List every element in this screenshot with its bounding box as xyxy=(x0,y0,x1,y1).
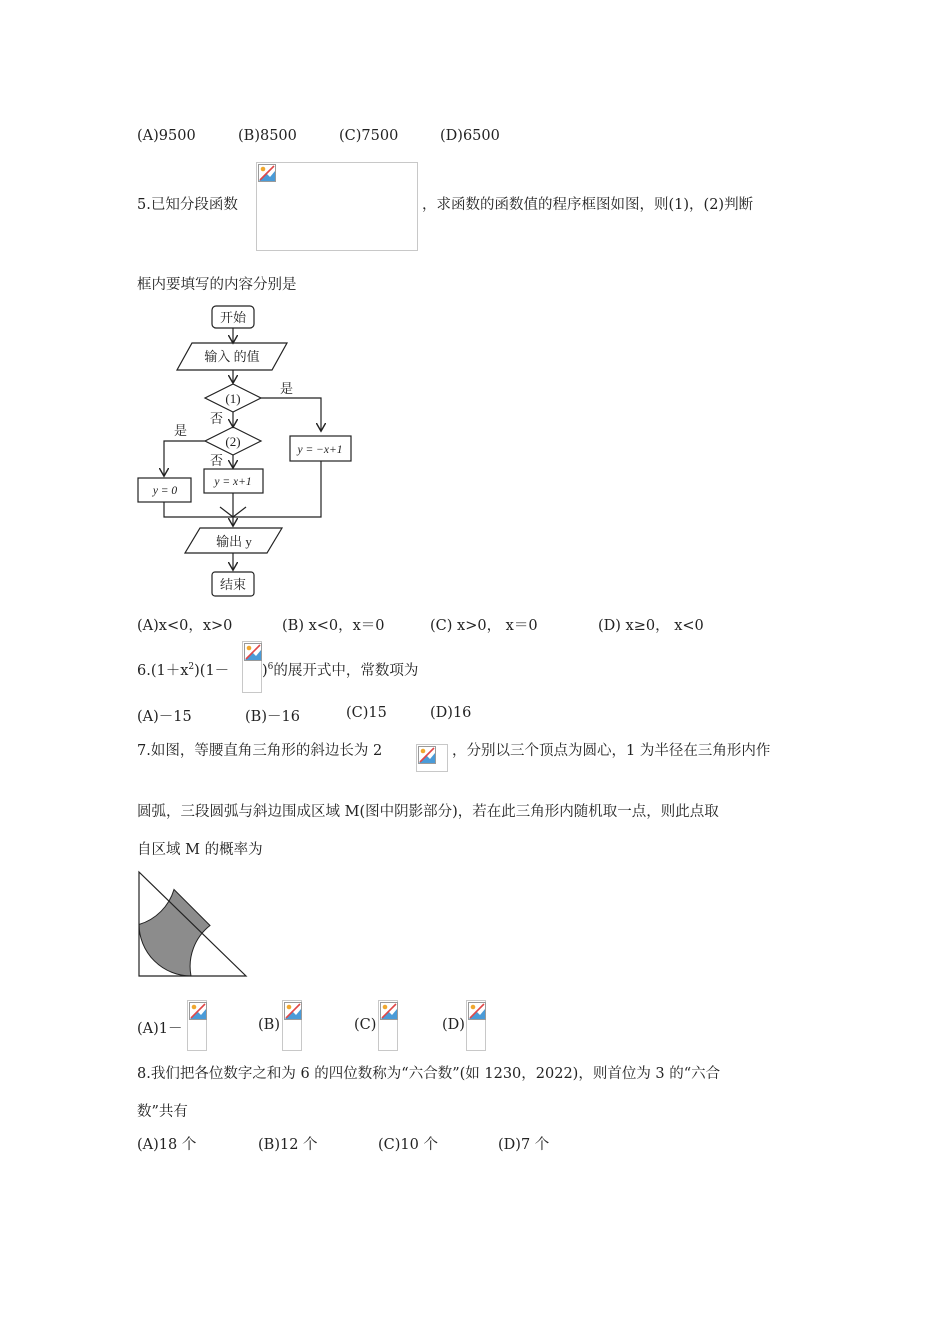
q5-option-b: (B) x<0，x＝0 xyxy=(282,618,385,634)
q7-option-b: (B) xyxy=(258,1017,280,1033)
flow-no1-text: 否 xyxy=(210,411,224,426)
broken-image-icon xyxy=(244,643,262,661)
q8-line2: 数”共有 xyxy=(137,1104,188,1120)
q6-fraction-image xyxy=(242,641,262,693)
q7-line2: 圆弧，三段圆弧与斜边围成区域 M(图中阴影部分)，若在此三角形内随机取一点，则此点取 xyxy=(137,804,719,820)
flow-box-left-text: y = 0 xyxy=(152,485,178,497)
broken-image-icon xyxy=(380,1002,398,1020)
flow-yes2-text: 是 xyxy=(174,423,188,438)
q6-option-d: (D)16 xyxy=(430,705,472,721)
q8-option-c: (C)10 个 xyxy=(378,1137,438,1153)
q5-line2: 框内要填写的内容分别是 xyxy=(137,277,297,293)
flow-cond2-text: (2) xyxy=(225,434,241,449)
q7-option-a-image xyxy=(187,1000,207,1051)
q4-option-c: (C)7500 xyxy=(339,128,399,144)
q6-sup1: 2 xyxy=(188,662,195,673)
broken-image-icon xyxy=(468,1002,486,1020)
q4-option-d: (D)6500 xyxy=(440,128,500,144)
q6-tail xyxy=(262,659,418,680)
flowchart xyxy=(130,300,370,600)
q6-option-b: (B)－16 xyxy=(245,709,300,725)
q6-suffix: 的展开式中，常数项为 xyxy=(273,663,419,679)
q7-option-c-image xyxy=(378,1000,398,1051)
q4-option-a: (A)9500 xyxy=(137,128,196,144)
q6-option-a: (A)－15 xyxy=(137,709,192,725)
q5-option-c: (C) x>0， x＝0 xyxy=(430,618,538,634)
q8-option-d: (D)7 个 xyxy=(498,1137,550,1153)
flow-end-text: 结束 xyxy=(219,577,247,592)
flow-input-text: 输入 的值 xyxy=(204,349,260,364)
broken-image-icon xyxy=(284,1002,302,1020)
piecewise-function-image xyxy=(256,162,418,251)
q6-option-c: (C)15 xyxy=(346,705,387,721)
q8-option-a: (A)18 个 xyxy=(137,1137,197,1153)
q5-suffix: ，求函数的函数值的程序框图如图，则(1)，(2)判断 xyxy=(422,197,754,213)
q7-option-a: (A)1－ xyxy=(137,1021,183,1037)
q5-option-a: (A)x<0，x>0 xyxy=(137,618,233,634)
flow-output-text: 输出 y xyxy=(216,534,252,549)
broken-image-icon xyxy=(418,746,436,764)
q8-option-b: (B)12 个 xyxy=(258,1137,318,1153)
flow-yes1-text: 是 xyxy=(280,381,294,396)
flow-no2-text: 否 xyxy=(210,453,224,468)
q5-option-d: (D) x≥0， x<0 xyxy=(598,618,704,634)
q5-prefix: 5.已知分段函数 xyxy=(137,197,238,213)
q7-option-c: (C) xyxy=(354,1017,377,1033)
flow-box-right-text: y = −x+1 xyxy=(297,444,343,456)
flow-cond1-text: (1) xyxy=(225,391,241,406)
q6-sup2: 6 xyxy=(267,662,274,673)
q4-option-b: (B)8500 xyxy=(238,128,297,144)
q7-line3: 自区域 M 的概率为 xyxy=(137,842,263,858)
q6-stem xyxy=(137,659,229,680)
q7-option-b-image xyxy=(282,1000,302,1051)
q7-prefix: 7.如图，等腰直角三角形的斜边长为 2 xyxy=(137,743,383,759)
region-m-shaded xyxy=(139,890,210,977)
q8-line1: 8.我们把各位数字之和为 6 的四位数称为“六合数”(如 1230，2022)，则首位为 3 的“六合 xyxy=(137,1066,721,1082)
q7-suffix: ，分别以三个顶点为圆心，1 为半径在三角形内作 xyxy=(452,743,771,759)
flow-start-text: 开始 xyxy=(219,310,247,325)
q6-prefix: 6.(1＋x xyxy=(137,663,189,679)
q7-option-d-image xyxy=(466,1000,486,1051)
q6-close: ) xyxy=(262,663,268,679)
broken-image-icon xyxy=(189,1002,207,1020)
q6-mid: )(1－ xyxy=(194,663,230,679)
flow-box-mid-text: y = x+1 xyxy=(214,476,252,488)
triangle-figure xyxy=(136,869,251,979)
broken-image-icon xyxy=(258,164,276,182)
q7-option-d: (D) xyxy=(442,1017,465,1033)
sqrt2-image xyxy=(416,744,448,772)
